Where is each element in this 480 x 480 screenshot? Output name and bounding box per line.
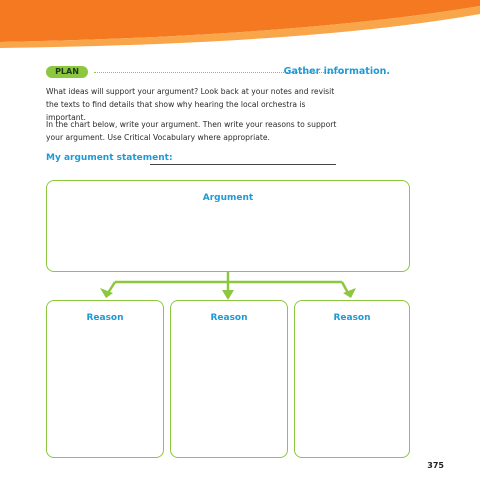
page-number: 375 bbox=[427, 461, 444, 470]
argument-box-title: Argument bbox=[202, 193, 254, 203]
plan-heading: Gather information. bbox=[283, 66, 390, 77]
argument-statement-label: My argument statement: bbox=[46, 153, 173, 163]
instruction-paragraph-2: In the chart below, write your argument. Then write your reasons to support your argument. Use Critical Vocabulary where appropriate. bbox=[46, 120, 337, 142]
plan-tag: PLAN bbox=[46, 66, 88, 78]
instruction-paragraph-1: What ideas will support your argument? Look back at your notes and revisit the texts to find details that show why hearing the local orchestra is important. bbox=[46, 87, 335, 122]
header-band bbox=[0, 0, 480, 60]
reason-box-2[interactable] bbox=[170, 300, 288, 458]
plan-row bbox=[46, 66, 390, 80]
argument-box[interactable] bbox=[46, 180, 410, 272]
reason-box-1[interactable] bbox=[46, 300, 164, 458]
reason-box-2-title: Reason bbox=[210, 313, 248, 323]
reason-box-3[interactable] bbox=[294, 300, 410, 458]
reason-box-1-title: Reason bbox=[86, 313, 124, 323]
argument-statement-line[interactable] bbox=[150, 164, 336, 165]
reason-box-3-title: Reason bbox=[333, 313, 371, 323]
